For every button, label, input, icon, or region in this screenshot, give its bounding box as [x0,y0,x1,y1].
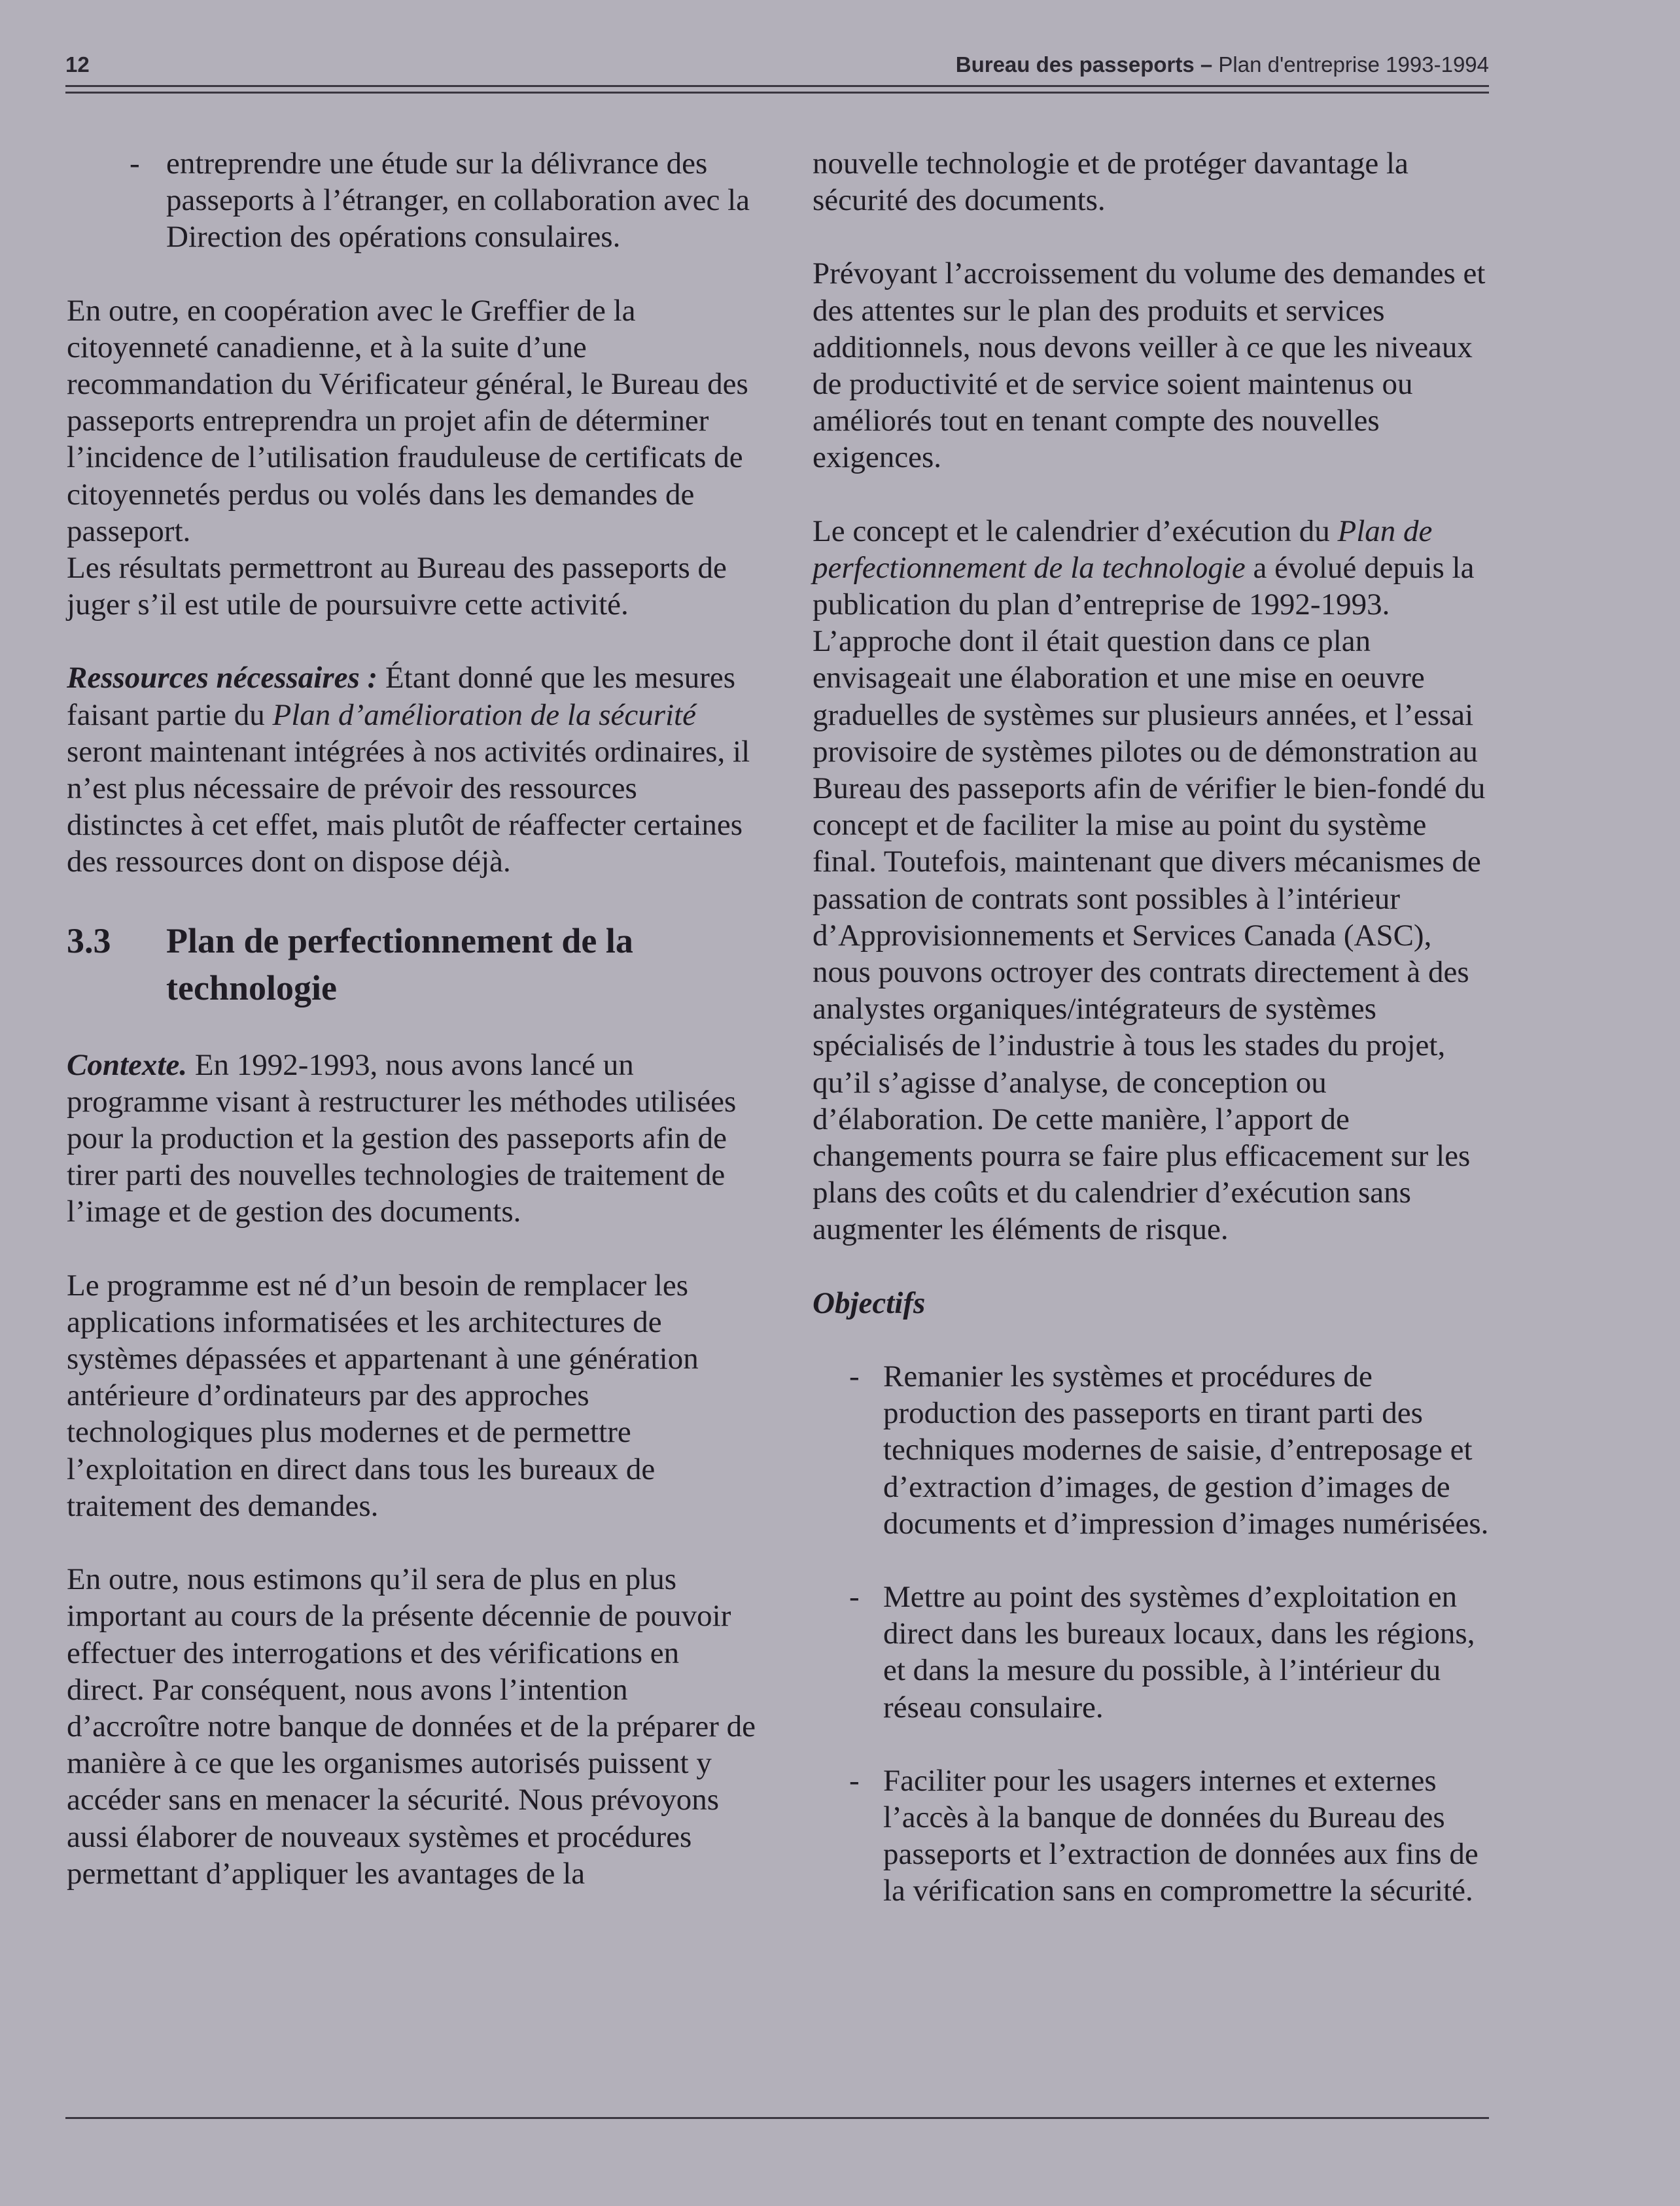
paragraph: Le concept et le calendrier d’exécution du Plan de perfectionnement de la technologie a évolué depuis la publication du plan d’entreprise de 1992-1993. L’approche dont il était question dans ce plan envisageait une élaboration et une mise en oeuvre graduelles de systèmes sur plusieurs années, et l’essai provisoire de systèmes pilotes ou de démonstration au Bureau des passeports afin de vérifier le bien-fondé du concept et de faciliter la mise au point du système final. Toutefois, maintenant que divers mécanismes de passation de contrats sont possibles à l’intérieur d’Approvisionnements et Services Canada (ASC), nous pouvons octroyer des contrats directement à des analystes organiques/intégrateurs de systèmes spécialisés de l’industrie à tous les stades du projet, qu’il s’agisse d’analyse, de conception ou d’élaboration. De cette manière, l’apport de changements pourra se faire plus efficacement sur les plans des coûts et du calendrier d’exécution sans augmenter les éléments de risque. [813,514,1486,1247]
left-column [67,145,760,1929]
document-title [956,52,1489,77]
context-paragraph: Contexte. En 1992-1993, nous avons lancé un programme visant à restructurer les méthodes utilisées pour la production et la gestion des passeports afin de tirer parti des nouvelles technologies de traitement de l’image et de gestion des documents. [67,1047,737,1229]
page-number: 12 [65,52,90,77]
paragraph: Le programme est né d’un besoin de remplacer les applications informatisées et les architectures de systèmes dépassées et appartenant à une génération antérieure d’ordinateurs par des approches technologiques plus modernes et de permettre l’exploitation en direct dans tous les bureaux de traitement des demandes. [67,1268,699,1523]
bullet-text: entreprendre une étude sur la délivrance des passeports à l’étranger, en collaboration avec la Direction des opérations consulaires. [166,147,750,254]
bullet-dash: - [849,1763,860,1798]
context-lead: Contexte. [67,1047,188,1082]
paragraph: nouvelle technologie et de protéger davantage la sécurité des documents. [813,147,1409,218]
bullet-text: Faciliter pour les usagers internes et externes l’accès à la banque de données du Bureau des passeports et l’extraction de données aux fins de la vérification sans en compromettre la sécurité. [883,1763,1479,1908]
bullet-text: Remanier les systèmes et procédures de production des passeports en tirant parti des techniques modernes de saisie, d’entreposage et d’extraction d’images, de gestion d’images de documents et d’impression d’images numérisées. [883,1359,1489,1541]
section-number: 3.3 [67,920,111,960]
document-title-bold: Bureau des passeports – [955,52,1213,77]
list-item [813,1579,1493,1726]
header-rule-upper [65,85,1489,87]
paragraph: Les résultats permettront au Bureau des passeports de juger s’il est utile de poursuivre cette activité. [67,551,727,622]
document-title-rest: Plan d'entreprise 1993-1994 [1212,52,1489,77]
paragraph: En outre, nous estimons qu’il sera de plus en plus important au cours de la présente décennie de pouvoir effectuer des interrogations et des vérifications en direct. Par conséquent, nous avons l’intention d’accroître notre banque de données et de la préparer de manière à ce que les organismes autorisés puissent y accéder sans en menacer la sécurité. Nous prévoyons aussi élaborer de nouveaux systèmes et procédures permettant d’appliquer les avantages de la [67,1562,756,1891]
list-item [67,145,760,256]
bullet-dash: - [849,1359,860,1393]
bullet-dash: - [849,1579,860,1614]
paragraph: En outre, en coopération avec le Greffier de la citoyenneté canadienne, et à la suite d’une recommandation du Vérificateur général, le Bureau des passeports entreprendra un projet afin de déterminer l’incidence de l’utilisation frauduleuse de certificats de citoyennetés perdus ou volés dans les demandes de passeport. [67,293,748,548]
plan-title-italic: Plan de perfectionnement de la technologie [813,514,1433,585]
right-column [813,145,1493,1946]
bullet-dash: - [130,147,140,181]
bullet-text: Mettre au point des systèmes d’exploitation en direct dans les bureaux locaux, dans les régions, et dans la mesure du possible, à l’intérieur du réseau consulaire. [883,1579,1475,1725]
objectives-heading: Objectifs [813,1286,926,1320]
resources-paragraph: Ressources nécessaires : Étant donné que les mesures faisant partie du Plan d’amélioration de la sécurité seront maintenant intégrées à nos activités ordinaires, il n’est plus nécessaire de prévoir des ressources distinctes à cet effet, mais plutôt de réaffecter certaines des ressources dont on dispose déjà. [67,661,750,879]
footer-rule [65,2117,1489,2119]
resources-lead: Ressources nécessaires : [67,661,378,695]
paragraph: Prévoyant l’accroissement du volume des demandes et des attentes sur le plan des produits et services additionnels, nous devons veiller à ce que les niveaux de productivité et de service soient maintenus ou améliorés tout en tenant compte des nouvelles exigences. [813,256,1486,475]
section-title: Plan de perfectionnement de la technologie [166,920,633,1007]
running-header [65,47,1489,86]
header-rule-lower [65,92,1489,94]
section-heading [67,917,760,1011]
plan-title-italic: Plan d’amélioration de la sécurité [272,697,696,732]
list-item [813,1762,1493,1910]
list-item [813,1358,1493,1542]
